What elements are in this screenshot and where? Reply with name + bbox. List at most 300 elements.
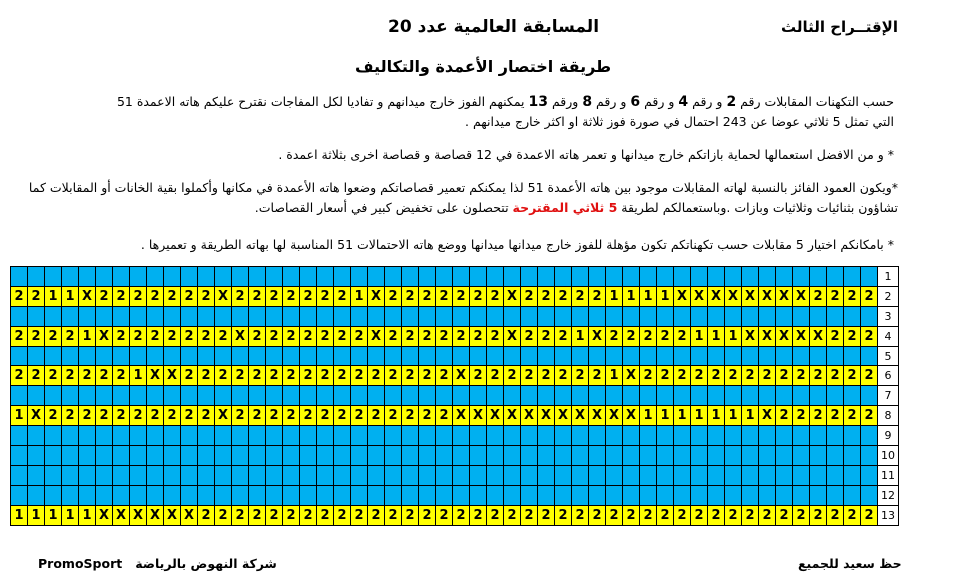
grid-cell — [62, 465, 79, 485]
grid-cell: 2 — [827, 286, 844, 306]
grid-cell: 2 — [436, 286, 453, 306]
grid-cell — [623, 306, 640, 326]
grid-cell: 2 — [470, 286, 487, 306]
grid-cell: 2 — [674, 366, 691, 386]
grid-cell: X — [96, 326, 113, 346]
grid-cell: 2 — [657, 366, 674, 386]
grid-cell — [164, 306, 181, 326]
grid-cell — [589, 267, 606, 287]
grid-cell: 2 — [555, 326, 572, 346]
grid-cell — [28, 426, 45, 446]
grid-cell: X — [215, 286, 232, 306]
paragraph-usage: * و من الافضل استعمالها لحماية بازاتكم خارج ميدانها و تعمر هاته الاعمدة في 12 قصاصة و قصاصة اخرى بثلاثة اعمدة . — [278, 147, 894, 162]
grid-cell — [674, 426, 691, 446]
grid-cell — [844, 346, 861, 366]
grid-cell — [436, 426, 453, 446]
grid-cell: 2 — [844, 505, 861, 525]
grid-cell — [844, 426, 861, 446]
grid-cell — [130, 306, 147, 326]
grid-cell — [453, 446, 470, 466]
grid-cell — [11, 306, 28, 326]
grid-cell — [436, 446, 453, 466]
grid-cell — [691, 485, 708, 505]
grid-cell — [198, 446, 215, 466]
grid-cell — [810, 306, 827, 326]
grid-cell — [62, 446, 79, 466]
grid-cell — [606, 267, 623, 287]
grid-cell — [419, 485, 436, 505]
grid-cell — [606, 446, 623, 466]
grid-cell — [147, 446, 164, 466]
grid-cell: 2 — [164, 286, 181, 306]
grid-cell — [657, 465, 674, 485]
grid-cell — [402, 346, 419, 366]
grid-cell — [674, 446, 691, 466]
grid-cell — [555, 485, 572, 505]
grid-cell: 2 — [28, 366, 45, 386]
grid-cell: X — [504, 326, 521, 346]
grid-cell: 2 — [62, 406, 79, 426]
grid-cell — [606, 306, 623, 326]
grid-cell — [249, 346, 266, 366]
grid-cell — [572, 485, 589, 505]
grid-cell — [351, 446, 368, 466]
grid-cell — [368, 446, 385, 466]
grid-cell: 2 — [249, 366, 266, 386]
grid-cell — [368, 485, 385, 505]
grid-cell — [215, 267, 232, 287]
grid-row — [11, 406, 899, 426]
grid-cell: 2 — [147, 406, 164, 426]
grid-cell — [623, 485, 640, 505]
grid-cell — [827, 306, 844, 326]
grid-cell — [793, 346, 810, 366]
highlight-method: 5 ثلاثي المقترحة — [512, 200, 618, 215]
grid-cell: 2 — [589, 366, 606, 386]
grid-cell: 2 — [113, 366, 130, 386]
grid-cell: X — [623, 366, 640, 386]
grid-cell — [810, 267, 827, 287]
grid-cell — [623, 346, 640, 366]
grid-cell — [300, 386, 317, 406]
grid-cell — [351, 485, 368, 505]
grid-cell: 2 — [130, 326, 147, 346]
grid-cell: 1 — [708, 406, 725, 426]
grid-cell — [504, 465, 521, 485]
grid-cell — [181, 465, 198, 485]
grid-cell — [232, 267, 249, 287]
grid-cell — [742, 346, 759, 366]
grid-cell: 2 — [215, 366, 232, 386]
grid-cell — [334, 446, 351, 466]
grid-cell — [164, 386, 181, 406]
grid-cell: 2 — [504, 505, 521, 525]
grid-cell: 1 — [725, 326, 742, 346]
grid-cell — [28, 465, 45, 485]
grid-cell — [351, 386, 368, 406]
row-number: 6 — [878, 366, 899, 386]
grid-cell — [232, 306, 249, 326]
grid-cell — [436, 306, 453, 326]
grid-cell: 2 — [28, 286, 45, 306]
grid-cell — [28, 485, 45, 505]
grid-cell — [164, 426, 181, 446]
grid-cell — [436, 267, 453, 287]
grid-cell: 2 — [198, 326, 215, 346]
grid-cell — [79, 346, 96, 366]
grid-cell — [640, 426, 657, 446]
grid-cell — [96, 306, 113, 326]
grid-cell — [606, 465, 623, 485]
grid-cell — [45, 465, 62, 485]
grid-cell — [725, 306, 742, 326]
grid-cell — [317, 386, 334, 406]
grid-cell: 2 — [113, 286, 130, 306]
grid-cell — [725, 446, 742, 466]
grid-cell — [470, 485, 487, 505]
grid-cell — [844, 306, 861, 326]
grid-cell — [640, 346, 657, 366]
grid-cell — [691, 267, 708, 287]
grid-cell: 2 — [419, 505, 436, 525]
grid-cell — [79, 465, 96, 485]
grid-cell — [708, 446, 725, 466]
grid-cell: 2 — [215, 326, 232, 346]
grid-cell: 2 — [606, 326, 623, 346]
grid-cell — [351, 426, 368, 446]
grid-cell — [300, 465, 317, 485]
grid-cell — [45, 426, 62, 446]
grid-cell — [351, 346, 368, 366]
grid-cell: 2 — [776, 505, 793, 525]
grid-row — [11, 446, 899, 466]
grid-cell: X — [589, 326, 606, 346]
grid-cell — [470, 267, 487, 287]
grid-cell — [79, 267, 96, 287]
grid-cell — [283, 306, 300, 326]
grid-cell — [759, 267, 776, 287]
grid-cell — [266, 267, 283, 287]
grid-cell — [691, 346, 708, 366]
grid-cell — [759, 346, 776, 366]
grid-cell: 2 — [844, 326, 861, 346]
grid-cell — [640, 267, 657, 287]
grid-cell — [861, 346, 878, 366]
grid-cell — [181, 386, 198, 406]
grid-cell: 2 — [164, 406, 181, 426]
grid-cell — [436, 465, 453, 485]
grid-cell: 1 — [130, 366, 147, 386]
grid-cell: 2 — [334, 326, 351, 346]
grid-cell: X — [538, 406, 555, 426]
grid-cell: 2 — [538, 286, 555, 306]
grid-cell — [232, 426, 249, 446]
grid-cell — [742, 306, 759, 326]
grid-cell — [334, 426, 351, 446]
grid-cell: 2 — [266, 286, 283, 306]
grid-cell — [130, 485, 147, 505]
grid-cell — [402, 465, 419, 485]
row-number: 4 — [878, 326, 899, 346]
grid-cell — [606, 386, 623, 406]
grid-cell — [521, 346, 538, 366]
grid-cell: 2 — [861, 366, 878, 386]
grid-cell — [470, 446, 487, 466]
grid-cell: 2 — [572, 366, 589, 386]
grid-cell: 2 — [402, 406, 419, 426]
grid-cell — [572, 386, 589, 406]
grid-cell — [861, 306, 878, 326]
competition-title: المسابقة العالمية عدد 20 — [388, 17, 600, 37]
grid-cell — [776, 267, 793, 287]
grid-cell — [793, 485, 810, 505]
grid-cell — [96, 465, 113, 485]
grid-cell — [62, 426, 79, 446]
grid-cell: 2 — [572, 286, 589, 306]
grid-cell — [487, 426, 504, 446]
grid-cell — [215, 446, 232, 466]
grid-cell: X — [776, 286, 793, 306]
grid-row — [11, 267, 899, 287]
paragraph-winning-column: *ويكون العمود الفائز بالنسبة لهاته المقابلات موجود بين هاته الأعمدة 51 لذا يمكنكم تعمير قصاصاتكم وضعوا هاته الأعمدة في مكانها وأكملوا بقية الخانات أو المقابلات كما تشاؤون بثنائيات وثلاثيات وبازات .وباستعمالكم لطريقة 5 ثلاثي المقترحة تتحصلون على تخفيض كبير في أسعار القصاصات. — [28, 180, 898, 215]
grid-cell — [538, 446, 555, 466]
grid-cell: 1 — [45, 505, 62, 525]
grid-cell — [470, 426, 487, 446]
grid-cell: X — [113, 505, 130, 525]
grid-cell — [368, 426, 385, 446]
grid-cell — [691, 386, 708, 406]
grid-cell — [759, 485, 776, 505]
grid-cell: 2 — [827, 326, 844, 346]
grid-cell — [742, 446, 759, 466]
grid-row — [11, 326, 899, 346]
grid-cell: X — [164, 505, 181, 525]
proposal-title: الإقتــراح الثالث — [780, 18, 898, 36]
grid-cell — [419, 465, 436, 485]
grid-cell — [283, 346, 300, 366]
grid-cell: X — [79, 286, 96, 306]
grid-cell — [844, 465, 861, 485]
grid-cell — [385, 465, 402, 485]
grid-cell — [623, 386, 640, 406]
grid-cell — [810, 426, 827, 446]
grid-cell — [79, 446, 96, 466]
grid-cell — [844, 485, 861, 505]
grid-cell — [572, 306, 589, 326]
grid-cell — [317, 485, 334, 505]
grid-cell — [113, 306, 130, 326]
grid-cell — [28, 306, 45, 326]
grid-cell: 2 — [147, 286, 164, 306]
grid-cell — [28, 446, 45, 466]
grid-cell — [334, 485, 351, 505]
grid-cell — [521, 485, 538, 505]
grid-cell: 2 — [436, 366, 453, 386]
grid-cell: 2 — [844, 286, 861, 306]
page-subtitle: طريقة اختصار الأعمدة والتكاليف — [355, 57, 612, 76]
grid-cell: 2 — [725, 366, 742, 386]
grid-cell: X — [572, 406, 589, 426]
grid-cell — [827, 465, 844, 485]
grid-cell: 2 — [283, 406, 300, 426]
grid-cell: X — [504, 406, 521, 426]
grid-cell — [538, 465, 555, 485]
grid-cell — [317, 346, 334, 366]
grid-cell: X — [725, 286, 742, 306]
grid-cell — [657, 485, 674, 505]
grid-cell: X — [759, 406, 776, 426]
grid-cell — [402, 267, 419, 287]
grid-cell — [453, 485, 470, 505]
grid-cell: X — [793, 326, 810, 346]
grid-cell: 2 — [249, 286, 266, 306]
grid-cell: X — [215, 406, 232, 426]
grid-cell — [810, 446, 827, 466]
grid-cell: 2 — [300, 286, 317, 306]
grid-cell — [793, 446, 810, 466]
grid-cell: 2 — [810, 406, 827, 426]
grid-cell — [11, 346, 28, 366]
grid-cell — [844, 446, 861, 466]
grid-cell — [232, 485, 249, 505]
grid-cell — [266, 426, 283, 446]
brand-name: PromoSport — [38, 556, 123, 571]
grid-cell: 2 — [538, 505, 555, 525]
row-number: 3 — [878, 306, 899, 326]
grid-cell — [11, 485, 28, 505]
grid-cell — [759, 426, 776, 446]
grid-cell — [589, 465, 606, 485]
grid-cell — [844, 386, 861, 406]
grid-cell — [827, 426, 844, 446]
grid-cell: 1 — [606, 366, 623, 386]
grid-cell: 2 — [334, 505, 351, 525]
grid-cell: 2 — [436, 326, 453, 346]
grid-cell: X — [521, 406, 538, 426]
grid-cell — [79, 485, 96, 505]
grid-cell — [640, 306, 657, 326]
grid-cell — [827, 485, 844, 505]
grid-cell: 2 — [470, 505, 487, 525]
grid-cell: 2 — [436, 406, 453, 426]
grid-cell — [419, 306, 436, 326]
grid-cell — [453, 306, 470, 326]
grid-cell — [402, 306, 419, 326]
footer-company — [38, 556, 277, 571]
grid-cell — [572, 426, 589, 446]
grid-cell — [708, 485, 725, 505]
grid-cell — [861, 485, 878, 505]
grid-cell — [521, 446, 538, 466]
grid-cell — [776, 386, 793, 406]
grid-cell — [62, 386, 79, 406]
grid-cell: 2 — [198, 366, 215, 386]
grid-cell — [555, 426, 572, 446]
grid-cell — [198, 306, 215, 326]
grid-cell: 2 — [640, 326, 657, 346]
grid-cell: 2 — [793, 366, 810, 386]
row-number: 13 — [878, 505, 899, 525]
grid-cell — [623, 446, 640, 466]
grid-cell — [504, 346, 521, 366]
grid-cell — [572, 465, 589, 485]
grid-cell — [334, 267, 351, 287]
grid-cell — [368, 346, 385, 366]
grid-cell — [368, 306, 385, 326]
grid-cell — [215, 306, 232, 326]
grid-cell: 2 — [215, 505, 232, 525]
grid-cell — [385, 306, 402, 326]
grid-cell — [759, 465, 776, 485]
grid-cell: 2 — [691, 366, 708, 386]
grid-cell — [351, 267, 368, 287]
grid-cell — [45, 386, 62, 406]
grid-cell: 2 — [844, 366, 861, 386]
grid-cell: 2 — [385, 326, 402, 346]
grid-cell: 2 — [589, 286, 606, 306]
grid-cell — [385, 446, 402, 466]
grid-cell: 2 — [470, 326, 487, 346]
grid-cell — [504, 267, 521, 287]
grid-cell — [317, 465, 334, 485]
grid-cell — [351, 465, 368, 485]
grid-cell — [181, 446, 198, 466]
grid-cell: X — [691, 286, 708, 306]
grid-cell — [827, 446, 844, 466]
grid-cell — [368, 465, 385, 485]
grid-cell — [147, 306, 164, 326]
grid-cell — [538, 485, 555, 505]
grid-cell — [181, 267, 198, 287]
grid-cell — [385, 267, 402, 287]
grid-cell: 2 — [266, 326, 283, 346]
grid-cell — [130, 465, 147, 485]
grid-cell: 2 — [266, 505, 283, 525]
grid-cell: 2 — [147, 326, 164, 346]
grid-cell: 2 — [317, 326, 334, 346]
grid-cell — [164, 465, 181, 485]
grid-cell — [555, 465, 572, 485]
grid-row — [11, 426, 899, 446]
grid-cell — [402, 426, 419, 446]
grid-cell: 2 — [555, 366, 572, 386]
grid-cell — [453, 267, 470, 287]
grid-cell — [96, 267, 113, 287]
grid-cell — [351, 306, 368, 326]
grid-cell: 2 — [504, 366, 521, 386]
grid-cell: 2 — [198, 286, 215, 306]
grid-cell — [725, 485, 742, 505]
grid-cell: 2 — [657, 326, 674, 346]
row-number: 11 — [878, 465, 899, 485]
grid-cell — [113, 446, 130, 466]
grid-cell: X — [470, 406, 487, 426]
grid-cell: 1 — [640, 286, 657, 306]
grid-cell: 2 — [487, 366, 504, 386]
grid-cell: 2 — [725, 505, 742, 525]
grid-cell: 2 — [453, 505, 470, 525]
grid-cell — [640, 386, 657, 406]
grid-cell — [640, 465, 657, 485]
grid-cell — [164, 446, 181, 466]
grid-cell — [11, 386, 28, 406]
grid-cell — [691, 306, 708, 326]
grid-cell — [266, 485, 283, 505]
grid-cell: 2 — [759, 366, 776, 386]
row-number: 9 — [878, 426, 899, 446]
grid-cell — [861, 426, 878, 446]
grid-cell — [45, 267, 62, 287]
